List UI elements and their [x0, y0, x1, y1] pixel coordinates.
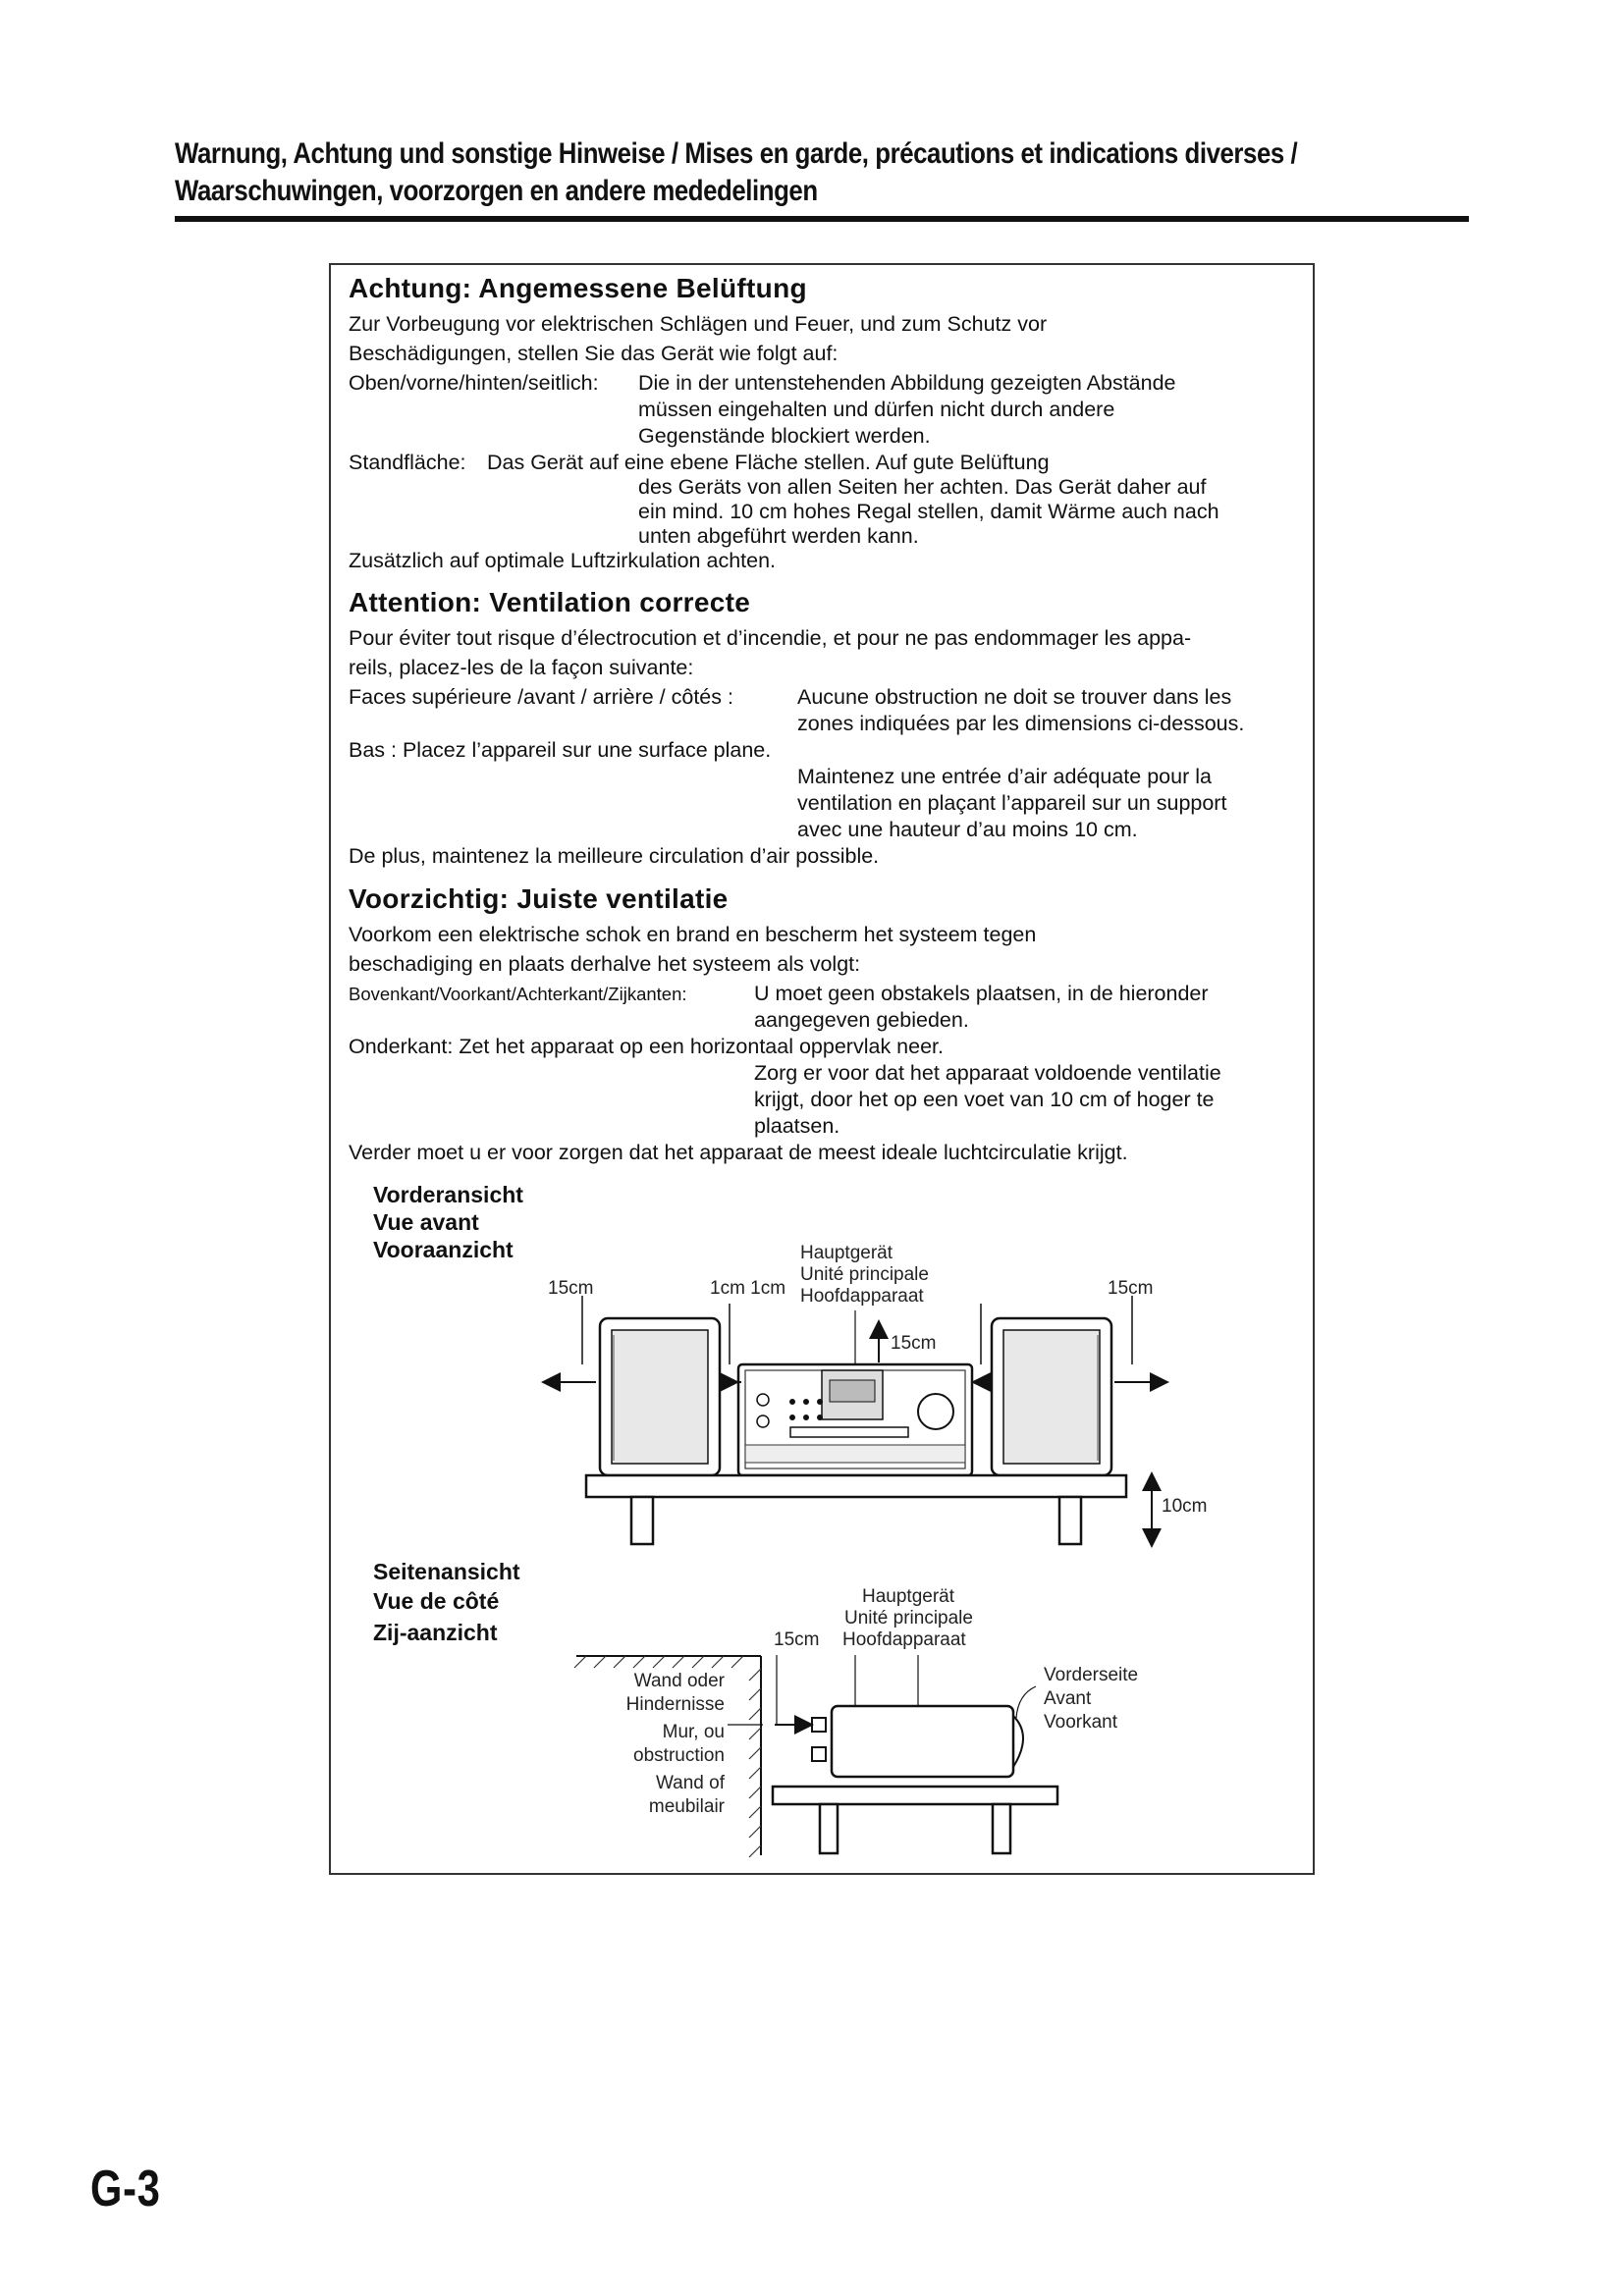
- dutch-base-2: krijgt, door het op een voet van 10 cm of hoger te: [754, 1088, 1215, 1111]
- front-view-label-nl: Vooraanzicht: [373, 1237, 514, 1262]
- page-number: G-3: [90, 2161, 161, 2217]
- main-unit-label-nl: Hoofdapparaat: [800, 1286, 924, 1307]
- wall-label-nl-2: meubilair: [648, 1796, 725, 1817]
- front-view-label-fr: Vue avant: [373, 1209, 479, 1235]
- french-intro-1: Pour éviter tout risque d’électrocution et d’incendie, et pour ne pas endommager les appa-: [349, 626, 1192, 650]
- right-gap-label: 15cm: [1108, 1278, 1154, 1299]
- dutch-sides-2: aangegeven gebieden.: [754, 1008, 969, 1032]
- front-side-label-fr: Avant: [1044, 1688, 1092, 1709]
- main-unit-side: [832, 1706, 1013, 1777]
- side-main-unit-label-de: Hauptgerät: [862, 1586, 955, 1607]
- french-section-title: Attention: Ventilation correcte: [349, 587, 751, 617]
- wall-label-fr-2: obstruction: [633, 1745, 725, 1766]
- side-shelf-top: [773, 1787, 1057, 1804]
- french-base-1: Maintenez une entrée d’air adéquate pour la: [797, 765, 1212, 788]
- german-base-label: Standfläche:: [349, 451, 466, 474]
- german-intro-1: Zur Vorbeugung vor elektrischen Schlägen und Feuer, und zum Schutz vor: [349, 312, 1048, 336]
- dutch-base-line: Onderkant: Zet het apparaat op een horizontaal oppervlak neer.: [349, 1035, 944, 1058]
- side-view-diagram: [574, 1586, 1138, 1857]
- wall-label-de-2: Hindernisse: [625, 1694, 725, 1715]
- dutch-sides-1: U moet geen obstakels plaatsen, in de hieronder: [754, 982, 1209, 1005]
- dutch-base-1: Zorg er voor dat het apparaat voldoende ventilatie: [754, 1061, 1221, 1085]
- page-header: [175, 135, 1471, 210]
- german-base-1: Das Gerät auf eine ebene Fläche stellen. Auf gute Belüftung: [487, 451, 1050, 474]
- german-base-3: ein mind. 10 cm hohes Regal stellen, damit Wärme auch nach: [638, 500, 1219, 523]
- german-sides-label: Oben/vorne/hinten/seitlich:: [349, 371, 599, 395]
- header-line-1: Warnung, Achtung und sonstige Hinweise / Mises en garde, précautions et indications diverses /: [175, 137, 1298, 170]
- german-base-2: des Geräts von allen Seiten her achten. Das Gerät daher auf: [638, 475, 1207, 499]
- top-gap-label: 15cm: [891, 1333, 937, 1354]
- french-base-3: avec une hauteur d’au moins 10 cm.: [797, 818, 1138, 841]
- front-side-label-de: Vorderseite: [1044, 1665, 1139, 1685]
- french-base-2: ventilation en plaçant l’appareil sur un support: [797, 791, 1227, 815]
- side-view-label-fr: Vue de côté: [373, 1588, 500, 1614]
- header-rule: [175, 216, 1469, 222]
- french-intro-2: reils, placez-les de la façon suivante:: [349, 656, 694, 679]
- wall-label-fr-1: Mur, ou: [662, 1722, 725, 1742]
- side-view-label-nl: Zij-aanzicht: [373, 1620, 498, 1645]
- inner-gap-label: 1cm 1cm: [710, 1278, 786, 1299]
- french-base-line: Bas : Placez l’appareil sur une surface plane.: [349, 738, 772, 762]
- wall-label-nl-1: Wand of: [655, 1773, 725, 1793]
- front-view-label-de: Vorderansicht: [373, 1182, 523, 1207]
- main-unit-label-de: Hauptgerät: [800, 1243, 893, 1263]
- german-intro-2: Beschädigungen, stellen Sie das Gerät wie folgt auf:: [349, 342, 839, 365]
- german-sides-3: Gegenstände blockiert werden.: [638, 424, 931, 448]
- french-sides-2: zones indiquées par les dimensions ci-dessous.: [797, 712, 1245, 735]
- front-view-diagram: [545, 1243, 1207, 1544]
- left-gap-label: 15cm: [548, 1278, 594, 1299]
- header-line-2: Waarschuwingen, voorzorgen en andere mededelingen: [175, 175, 818, 207]
- dutch-extra: Verder moet u er voor zorgen dat het apparaat de meest ideale luchtcirculatie krijgt.: [349, 1141, 1128, 1164]
- shelf-height-label: 10cm: [1162, 1496, 1208, 1517]
- german-sides-2: müssen eingehalten und dürfen nicht durch andere: [638, 398, 1115, 421]
- front-side-label-nl: Voorkant: [1044, 1712, 1117, 1733]
- dutch-base-3: plaatsen.: [754, 1114, 840, 1138]
- main-unit-front: [738, 1364, 972, 1481]
- wall-label-de-1: Wand oder: [633, 1671, 725, 1691]
- french-extra: De plus, maintenez la meilleure circulation d’air possible.: [349, 844, 880, 868]
- side-main-unit-label-fr: Unité principale: [844, 1608, 973, 1629]
- side-main-unit-label-nl: Hoofdapparaat: [842, 1629, 966, 1650]
- german-extra: Zusätzlich auf optimale Luftzirkulation achten.: [349, 549, 777, 572]
- dutch-intro-1: Voorkom een elektrische schok en brand en bescherm het systeem tegen: [349, 923, 1037, 946]
- german-section-title: Achtung: Angemessene Belüftung: [349, 273, 807, 303]
- side-view-label-de: Seitenansicht: [373, 1559, 520, 1584]
- ventilation-clearance-diagram: [329, 1178, 1311, 1865]
- main-unit-label-fr: Unité principale: [800, 1264, 929, 1285]
- dutch-section-title: Voorzichtig: Juiste ventilatie: [349, 883, 729, 914]
- french-sides-label: Faces supérieure /avant / arrière / côtés :: [349, 685, 733, 709]
- dutch-intro-2: beschadiging en plaats derhalve het systeem als volgt:: [349, 952, 861, 976]
- german-sides-1: Die in der untenstehenden Abbildung gezeigten Abstände: [638, 371, 1176, 395]
- french-sides-1: Aucune obstruction ne doit se trouver dans les: [797, 685, 1232, 709]
- dutch-sides-label: Bovenkant/Voorkant/Achterkant/Zijkanten:: [349, 984, 687, 1004]
- rear-gap-label: 15cm: [774, 1629, 820, 1650]
- shelf-top: [586, 1475, 1126, 1497]
- german-base-4: unten abgeführt werden kann.: [638, 524, 919, 548]
